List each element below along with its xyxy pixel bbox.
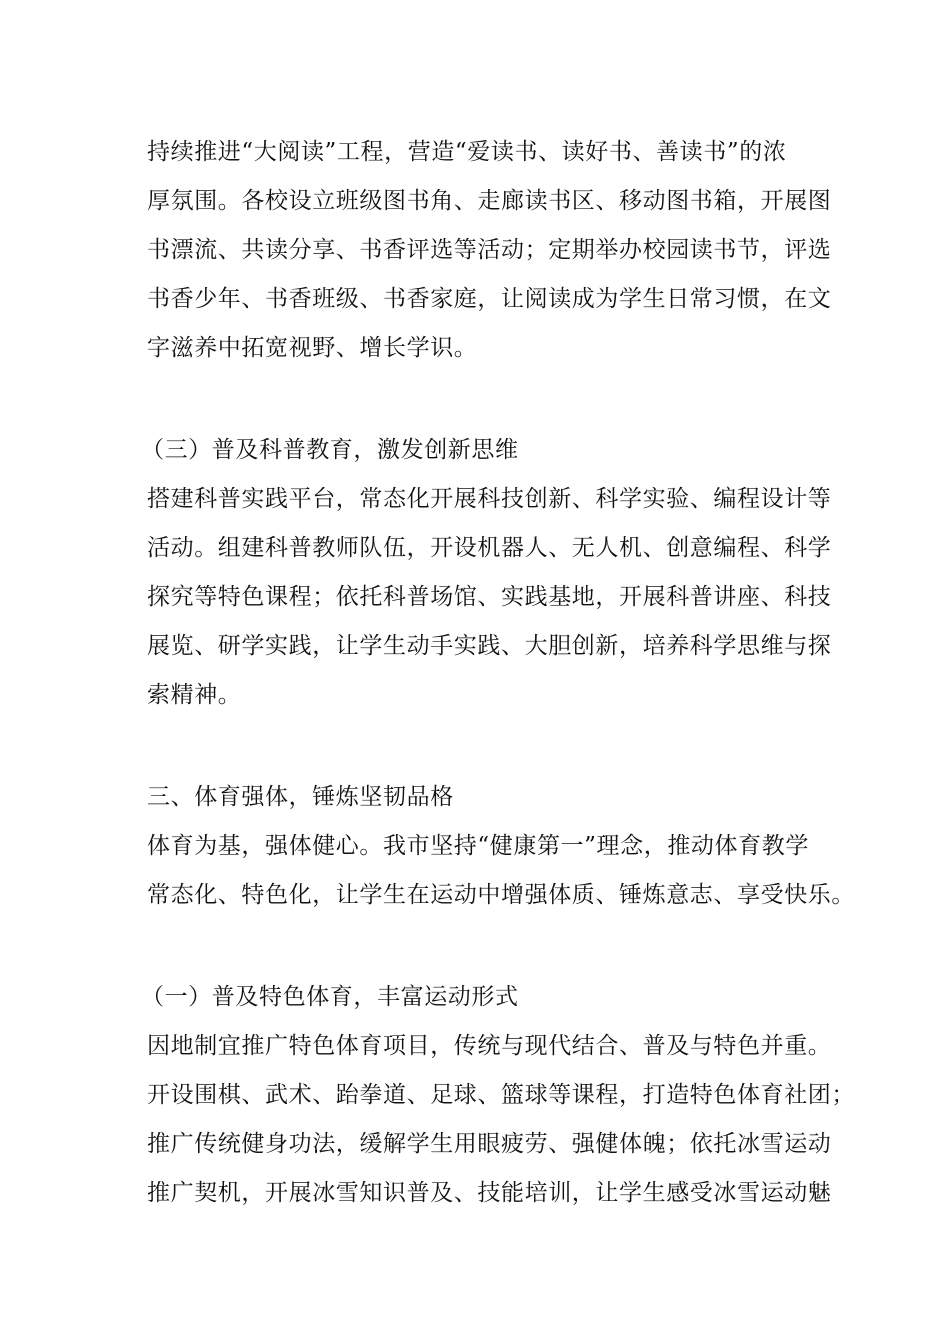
text-line: 因地制宜推广特色体育项目，传统与现代结合、普及与特色并重。	[147, 1033, 832, 1059]
text-line: 常态化、特色化，让学生在运动中增强体质、锤炼意志、享受快乐。	[147, 882, 855, 908]
text-line: 书漂流、共读分享、书香评选等活动；定期举办校园读书节，评选	[147, 237, 832, 263]
text-line: 推广传统健身功法，缓解学生用眼疲劳、强健体魄；依托冰雪运动	[147, 1131, 832, 1157]
text-line: 搭建科普实践平台，常态化开展科技创新、科学实验、编程设计等	[147, 486, 832, 512]
text-line: 推广契机，开展冰雪知识普及、技能培训，让学生感受冰雪运动魅	[147, 1180, 832, 1206]
text-line: 字滋养中拓宽视野、增长学识。	[147, 335, 478, 361]
text-line: 探究等特色课程；依托科普场馆、实践基地，开展科普讲座、科技	[147, 584, 832, 610]
text-line: 体育为基，强体健心。我市坚持“健康第一”理念，推动体育教学	[147, 833, 809, 859]
text-line: 开设围棋、武术、跆拳道、足球、篮球等课程，打造特色体育社团；	[147, 1082, 855, 1108]
text-line: 书香少年、书香班级、书香家庭，让阅读成为学生日常习惯，在文	[147, 286, 832, 312]
text-line: 持续推进“大阅读”工程，营造“爱读书、读好书、善读书”的浓	[147, 139, 787, 165]
text-line: 索精神。	[147, 682, 242, 708]
section-heading-special-sports: （一）普及特色体育，丰富运动形式	[141, 984, 519, 1010]
section-heading-science: （三）普及科普教育，激发创新思维	[141, 437, 519, 463]
text-line: 厚氛围。各校设立班级图书角、走廊读书区、移动图书箱，开展图	[147, 188, 832, 214]
text-line: 活动。组建科普教师队伍，开设机器人、无人机、创意编程、科学	[147, 535, 832, 561]
section-heading-sports: 三、体育强体，锤炼坚韧品格	[147, 784, 454, 810]
text-line: 展览、研学实践，让学生动手实践、大胆创新，培养科学思维与探	[147, 633, 832, 659]
